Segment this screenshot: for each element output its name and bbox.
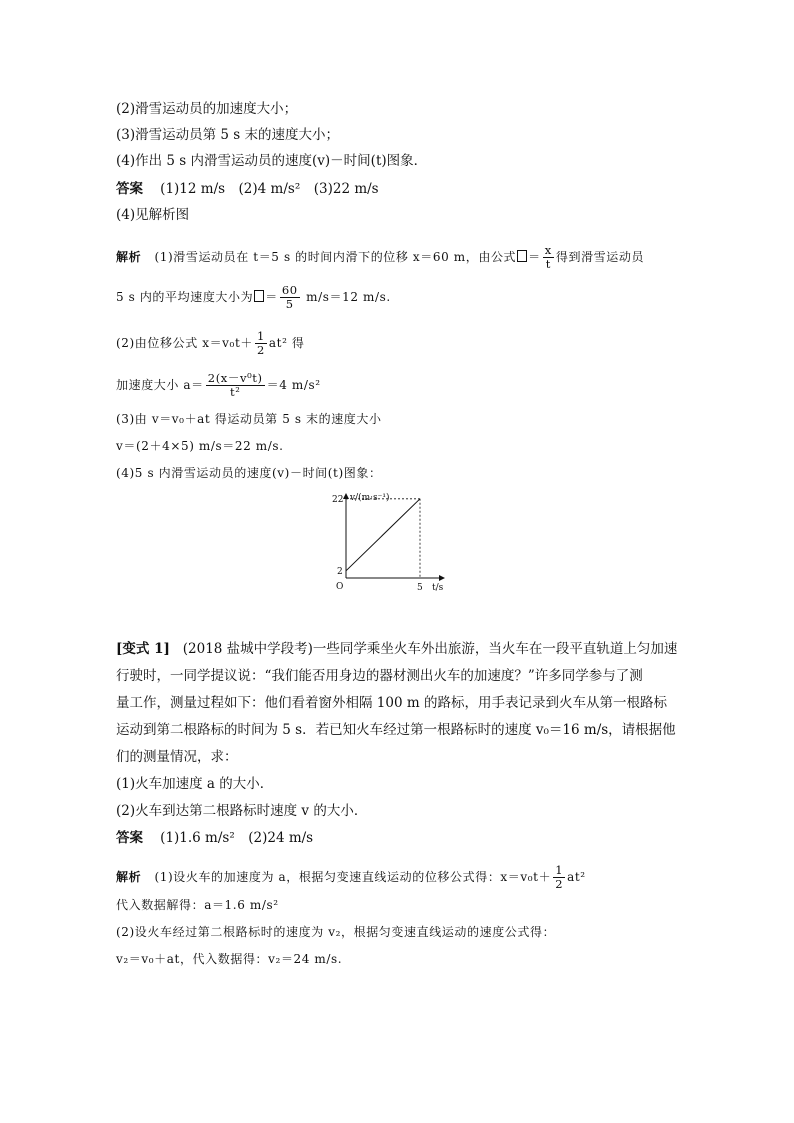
variant-line-5: 们的测量情况，求： xyxy=(116,749,238,765)
solution-label: 解析 xyxy=(116,250,142,264)
velocity-series-line xyxy=(346,499,420,571)
variant-line-2: 行驶时，一同学提议说：“我们能否用身边的器材测出火车的加速度？”许多同学参与了测 xyxy=(116,668,643,684)
solution2-line-2: 代入数据解得：a＝1.6 m/s² xyxy=(116,898,279,912)
variant-line-4: 运动到第二根路标的时间为 5 s．若已知火车经过第一根路标时的速度 v₀＝16 m/s，请根据他 xyxy=(116,722,676,738)
solution-text: 5 s 内的平均速度大小为 xyxy=(116,290,254,304)
variant-question-2: (2)火车到达第二根路标时速度 v 的大小． xyxy=(116,803,368,819)
fraction-numerator: 1 xyxy=(257,329,265,343)
variant-question-1: (1)火车加速度 a 的大小． xyxy=(116,776,274,792)
solution-line-5: (3)由 v＝v₀＋at 得运动员第 5 s 末的速度大小 xyxy=(116,412,382,426)
solution-line-4 xyxy=(116,372,321,399)
solution-text: m/s＝12 m/s. xyxy=(301,290,391,304)
answer2-line xyxy=(116,829,313,847)
y-axis-label: v/(m·s⁻¹) xyxy=(350,493,390,503)
answer-line-1 xyxy=(116,180,379,198)
fraction-numerator: 60 xyxy=(281,283,298,297)
question-3: (3)滑雪运动员第 5 s 末的速度大小； xyxy=(116,127,340,143)
solution2-line-3: (2)设火车经过第二根路标时的速度为 v₂，根据匀变速直线运动的速度公式得： xyxy=(116,925,556,939)
fraction-denominator: t xyxy=(545,257,551,271)
solution-text: (1)滑雪运动员在 t＝5 s 的时间内滑下的位移 x＝60 m，由公式 xyxy=(154,250,517,264)
question-2: (2)滑雪运动员的加速度大小； xyxy=(116,101,298,117)
question-4: (4)作出 5 s 内滑雪运动员的速度(v)－时间(t)图象． xyxy=(116,153,428,169)
answer-text: (1)1.6 m/s² (2)24 m/s xyxy=(160,830,314,846)
solution-line-2 xyxy=(116,284,391,311)
v-bar-symbol xyxy=(517,250,527,262)
solution-label: 解析 xyxy=(116,870,142,884)
equals: ＝ xyxy=(528,250,541,264)
fraction-one-half xyxy=(255,330,267,357)
fraction-denominator: t² xyxy=(229,385,241,399)
fraction-60-over-5 xyxy=(280,284,300,311)
fraction-denominator: 5 xyxy=(285,297,294,311)
solution-text: (1)设火车的加速度为 a，根据匀变速直线运动的位移公式得：x＝v₀t＋ xyxy=(154,870,552,884)
answer-line-2: (4)见解析图 xyxy=(116,207,190,223)
variant-text: (2018 盐城中学段考)一些同学乘坐火车外出旅游，当火车在一段平直轨道上匀加速 xyxy=(182,641,678,657)
answer-text: (1)12 m/s (2)4 m/s² (3)22 m/s xyxy=(160,181,379,197)
fraction-denominator: 2 xyxy=(257,343,265,357)
solution-line-3 xyxy=(116,330,305,357)
solution-line-7: (4)5 s 内滑雪运动员的速度(v)－时间(t)图象： xyxy=(116,466,382,480)
fraction-acceleration xyxy=(206,372,265,399)
solution-text: at² 得 xyxy=(268,336,305,350)
fraction-x-over-t xyxy=(543,244,554,271)
solution-text: (2)由位移公式 x＝v₀t＋ xyxy=(116,336,253,350)
fraction-numerator: 1 xyxy=(555,863,564,877)
solution-text: 加速度大小 a＝ xyxy=(116,378,204,392)
variant-line-3: 量工作，测量过程如下：他们看着窗外相隔 100 m 的路标，用手表记录到火车从第一根路标 xyxy=(116,695,667,711)
velocity-time-graph xyxy=(326,488,456,604)
fraction-one-half xyxy=(553,864,565,891)
variant-line-1 xyxy=(116,640,677,658)
fraction-numerator: 2(x－v⁰t) xyxy=(207,371,263,385)
solution-line-6: v＝(2＋4×5) m/s＝22 m/s. xyxy=(116,439,284,453)
x-axis-label: t/s xyxy=(432,583,444,593)
solution-line-1 xyxy=(116,244,644,271)
answer-label: 答案 xyxy=(116,181,143,197)
v-bar-symbol xyxy=(254,290,264,302)
solution2-line-1 xyxy=(116,864,586,891)
variant-label: [变式 1] xyxy=(116,641,170,657)
solution-text: at² xyxy=(567,870,586,884)
answer-label: 答案 xyxy=(116,830,143,846)
equals: ＝ xyxy=(265,290,278,304)
solution-text: 得到滑雪运动员 xyxy=(555,250,645,264)
solution2-line-4: v₂＝v₀＋at，代入数据得：v₂＝24 m/s. xyxy=(116,952,343,966)
fraction-denominator: 2 xyxy=(555,877,564,891)
y-tick-label: 22 xyxy=(332,494,344,505)
origin-label: O xyxy=(336,582,344,592)
solution-text: ＝4 m/s² xyxy=(266,378,321,392)
y-tick-label: 2 xyxy=(337,566,343,577)
x-tick-label: 5 xyxy=(417,583,423,593)
fraction-numerator: x xyxy=(544,243,552,257)
